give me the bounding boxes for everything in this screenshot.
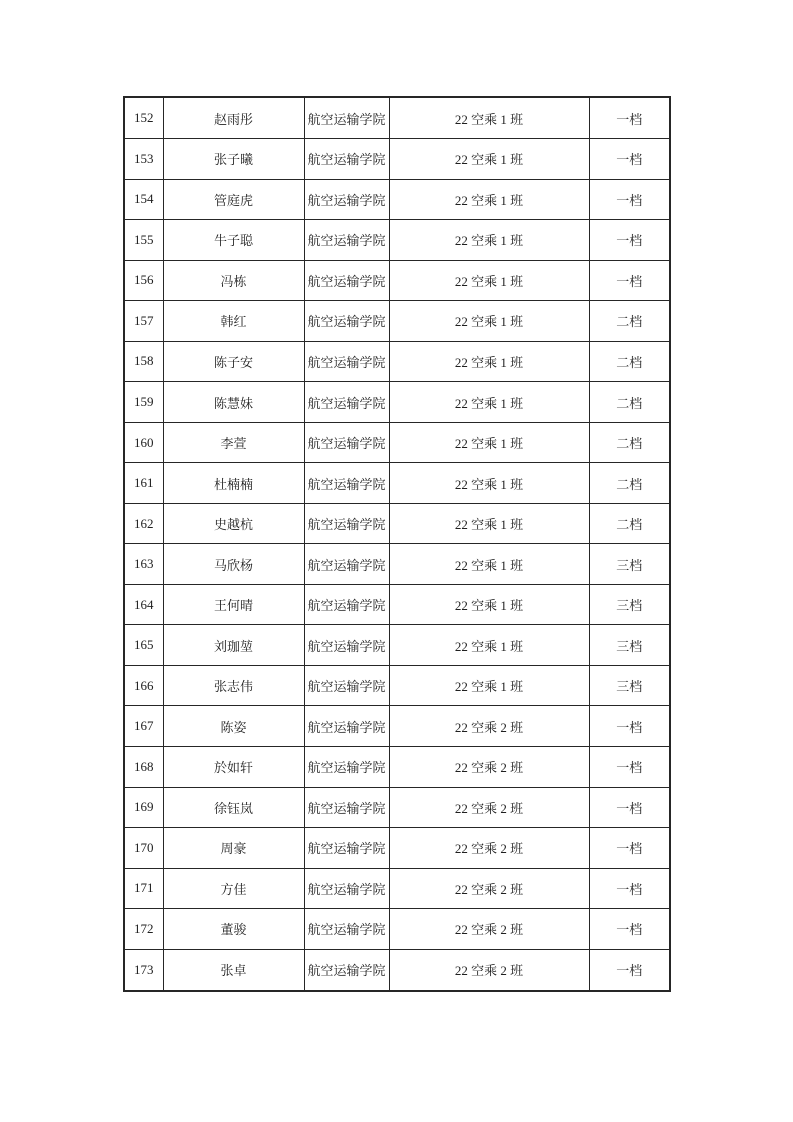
cell-no: 154 [124,179,163,220]
cell-college: 航空运输学院 [304,949,389,991]
table-row [124,422,670,463]
cell-name: 牛子聪 [163,220,304,261]
cell-no: 152 [124,97,163,139]
cell-college: 航空运输学院 [304,220,389,261]
cell-grade: 一档 [589,220,670,261]
cell-name: 於如轩 [163,747,304,788]
cell-class: 22 空乘 1 班 [389,341,589,382]
cell-class: 22 空乘 2 班 [389,868,589,909]
table-row [124,584,670,625]
table-row [124,665,670,706]
table-row [124,97,670,139]
cell-grade: 三档 [589,584,670,625]
cell-name: 王何晴 [163,584,304,625]
cell-name: 周豪 [163,828,304,869]
cell-name: 张卓 [163,949,304,991]
cell-no: 153 [124,139,163,180]
cell-college: 航空运输学院 [304,625,389,666]
cell-name: 方佳 [163,868,304,909]
cell-college: 航空运输学院 [304,301,389,342]
cell-class: 22 空乘 2 班 [389,787,589,828]
cell-no: 168 [124,747,163,788]
cell-college: 航空运输学院 [304,706,389,747]
cell-no: 160 [124,422,163,463]
cell-college: 航空运输学院 [304,422,389,463]
cell-grade: 一档 [589,828,670,869]
table-row [124,301,670,342]
cell-class: 22 空乘 1 班 [389,463,589,504]
cell-no: 155 [124,220,163,261]
cell-no: 162 [124,503,163,544]
cell-class: 22 空乘 2 班 [389,747,589,788]
table-row [124,625,670,666]
cell-grade: 二档 [589,503,670,544]
table-row [124,503,670,544]
cell-grade: 二档 [589,463,670,504]
cell-grade: 一档 [589,747,670,788]
cell-grade: 二档 [589,341,670,382]
cell-class: 22 空乘 1 班 [389,179,589,220]
cell-no: 157 [124,301,163,342]
cell-class: 22 空乘 1 班 [389,97,589,139]
cell-name: 徐钰岚 [163,787,304,828]
cell-name: 张志伟 [163,665,304,706]
cell-name: 管庭虎 [163,179,304,220]
cell-college: 航空运输学院 [304,382,389,423]
cell-no: 156 [124,260,163,301]
cell-grade: 一档 [589,260,670,301]
cell-no: 158 [124,341,163,382]
cell-class: 22 空乘 1 班 [389,544,589,585]
cell-college: 航空运输学院 [304,463,389,504]
cell-class: 22 空乘 1 班 [389,301,589,342]
cell-class: 22 空乘 2 班 [389,909,589,950]
cell-college: 航空运输学院 [304,909,389,950]
cell-grade: 二档 [589,422,670,463]
cell-no: 161 [124,463,163,504]
cell-class: 22 空乘 1 班 [389,422,589,463]
cell-college: 航空运输学院 [304,787,389,828]
cell-name: 董骏 [163,909,304,950]
cell-grade: 一档 [589,706,670,747]
table-row [124,220,670,261]
cell-no: 170 [124,828,163,869]
cell-college: 航空运输学院 [304,503,389,544]
cell-no: 172 [124,909,163,950]
cell-grade: 一档 [589,868,670,909]
cell-college: 航空运输学院 [304,544,389,585]
table-row [124,868,670,909]
table-row [124,747,670,788]
table-row [124,949,670,991]
table-row [124,179,670,220]
cell-class: 22 空乘 1 班 [389,665,589,706]
table-row [124,909,670,950]
cell-class: 22 空乘 1 班 [389,584,589,625]
table-row [124,706,670,747]
cell-class: 22 空乘 2 班 [389,949,589,991]
cell-grade: 一档 [589,909,670,950]
cell-college: 航空运输学院 [304,747,389,788]
cell-class: 22 空乘 1 班 [389,625,589,666]
cell-name: 李萱 [163,422,304,463]
cell-grade: 一档 [589,787,670,828]
cell-college: 航空运输学院 [304,665,389,706]
roster-table-body [124,97,670,991]
table-row [124,463,670,504]
cell-class: 22 空乘 1 班 [389,139,589,180]
cell-college: 航空运输学院 [304,260,389,301]
cell-college: 航空运输学院 [304,341,389,382]
cell-class: 22 空乘 2 班 [389,706,589,747]
cell-no: 173 [124,949,163,991]
cell-college: 航空运输学院 [304,179,389,220]
cell-grade: 二档 [589,301,670,342]
cell-name: 陈子安 [163,341,304,382]
cell-class: 22 空乘 1 班 [389,220,589,261]
cell-no: 159 [124,382,163,423]
cell-class: 22 空乘 1 班 [389,503,589,544]
cell-grade: 三档 [589,625,670,666]
cell-name: 张子曦 [163,139,304,180]
table-row [124,341,670,382]
cell-grade: 一档 [589,949,670,991]
cell-no: 163 [124,544,163,585]
cell-class: 22 空乘 1 班 [389,260,589,301]
cell-grade: 二档 [589,382,670,423]
cell-grade: 一档 [589,179,670,220]
cell-college: 航空运输学院 [304,868,389,909]
cell-no: 165 [124,625,163,666]
cell-college: 航空运输学院 [304,97,389,139]
cell-no: 169 [124,787,163,828]
cell-no: 171 [124,868,163,909]
cell-name: 陈慧妹 [163,382,304,423]
cell-name: 陈姿 [163,706,304,747]
cell-name: 杜楠楠 [163,463,304,504]
cell-name: 赵雨彤 [163,97,304,139]
cell-name: 刘珈堃 [163,625,304,666]
table-row [124,787,670,828]
table-row [124,139,670,180]
cell-class: 22 空乘 1 班 [389,382,589,423]
table-row [124,828,670,869]
cell-grade: 一档 [589,139,670,180]
cell-no: 164 [124,584,163,625]
cell-name: 马欣杨 [163,544,304,585]
cell-no: 166 [124,665,163,706]
cell-college: 航空运输学院 [304,584,389,625]
cell-no: 167 [124,706,163,747]
cell-grade: 三档 [589,544,670,585]
student-roster-table [123,96,671,992]
cell-class: 22 空乘 2 班 [389,828,589,869]
cell-name: 韩红 [163,301,304,342]
cell-name: 史越杭 [163,503,304,544]
table-row [124,544,670,585]
cell-college: 航空运输学院 [304,828,389,869]
table-row [124,260,670,301]
cell-grade: 三档 [589,665,670,706]
cell-name: 冯栋 [163,260,304,301]
cell-grade: 一档 [589,97,670,139]
cell-college: 航空运输学院 [304,139,389,180]
table-row [124,382,670,423]
